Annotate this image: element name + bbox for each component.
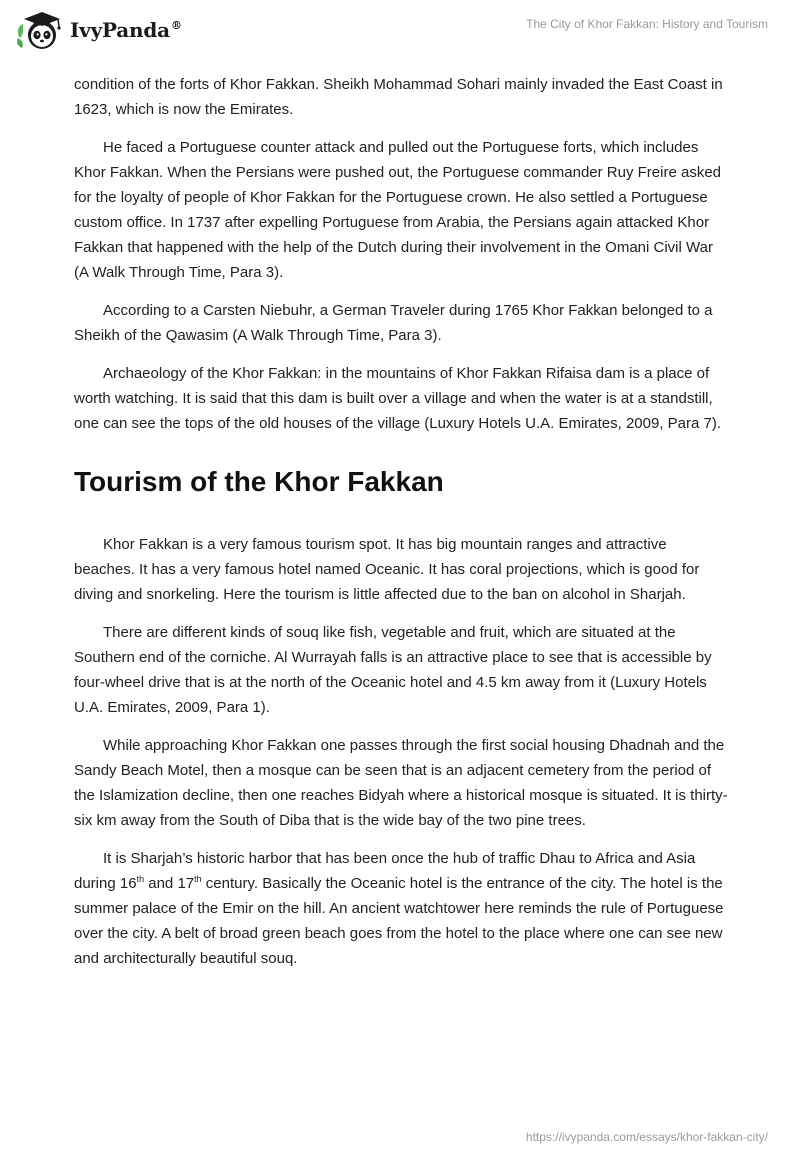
ivypanda-logo[interactable] bbox=[14, 8, 182, 52]
paragraph-3: According to a Carsten Niebuhr, a German Traveler during 1765 Khor Fakkan belonged to a Sheikh of the Qawasim (A Walk Through Time, Para 3). bbox=[74, 302, 713, 344]
registered-mark: ® bbox=[170, 19, 182, 32]
panda-graduation-cap-icon bbox=[14, 8, 66, 52]
page-header bbox=[0, 0, 800, 60]
paragraph-8-text-b: and 17 bbox=[144, 875, 195, 892]
paragraph-2: He faced a Portuguese counter attack and pulled out the Portuguese forts, which includes Khor Fakkan. When the Persians were pushed out, the Portuguese commander Ruy Freire asked for the loyalty of people of Khor Fakkan for the Portuguese crown. He also settled a Portuguese custom office. In 1737 after expelling Portuguese from Arabia, the Persians again attacked Khor Fakkan that happened with the help of the Dutch during their involvement in the Omani Civil War (A Walk Through Time, Para 3). bbox=[74, 139, 721, 281]
ordinal-suffix: th bbox=[194, 874, 202, 884]
paragraph-8-text-a: It is Sharjah’s historic harbor that has been once the hub of traffic Dhau to Africa and Asia during 16 bbox=[74, 850, 696, 892]
section-heading-tourism: Tourism of the Khor Fakkan bbox=[74, 466, 444, 497]
brand-name: IvyPanda® bbox=[70, 18, 182, 42]
essay-body bbox=[74, 72, 729, 984]
paragraph-1: condition of the forts of Khor Fakkan. Sheikh Mohammad Sohari mainly invaded the East Coast in 1623, which is now the Emirates. bbox=[74, 76, 723, 118]
paragraph-4: Archaeology of the Khor Fakkan: in the mountains of Khor Fakkan Rifaisa dam is a place of worth watching. It is said that this dam is built over a village and when the water is at a standstill, one can see the tops of the old houses of the village (Luxury Hotels U.A. Emirates, 2009, Para 7). bbox=[74, 365, 722, 432]
document-title: The City of Khor Fakkan: History and Tourism bbox=[526, 17, 768, 31]
paragraph-7: While approaching Khor Fakkan one passes through the first social housing Dhadnah and the Sandy Beach Motel, then a mosque can be seen that is an adjacent cemetery from the period of the Islamization decline, then one reaches Bidyah where a historical mosque is situated. It is thirty-six km away from the South of Diba that is the wide bay of the two pine trees. bbox=[74, 737, 728, 829]
paragraph-8 bbox=[74, 846, 729, 971]
paragraph-6: There are different kinds of souq like fish, vegetable and fruit, which are situated at the Southern end of the corniche. Al Wurrayah falls is an attractive place to see that is accessible by four-wheel drive that is at the north of the Oceanic hotel and 4.5 km away from it (Luxury Hotels U.A. Emirates, 2009, Para 1). bbox=[74, 624, 712, 716]
ordinal-suffix: th bbox=[136, 874, 145, 884]
source-url-link[interactable]: https://ivypanda.com/essays/khor-fakkan-city/ bbox=[525, 1130, 768, 1144]
paragraph-8-text-c: century. Basically the Oceanic hotel is the entrance of the city. The hotel is the summer palace of the Emir on the hill. An ancient watchtower here reminds the rule of Portuguese over the city. A belt of broad green beach goes from the hotel to the place where one can see new and architecturally beautiful souq. bbox=[74, 875, 724, 967]
paragraph-5: Khor Fakkan is a very famous tourism spot. It has big mountain ranges and attractive beaches. It has a very famous hotel named Oceanic. It has coral projections, which is good for diving and snorkeling. Here the tourism is little affected due to the ban on alcohol in Sharjah. bbox=[74, 536, 700, 603]
